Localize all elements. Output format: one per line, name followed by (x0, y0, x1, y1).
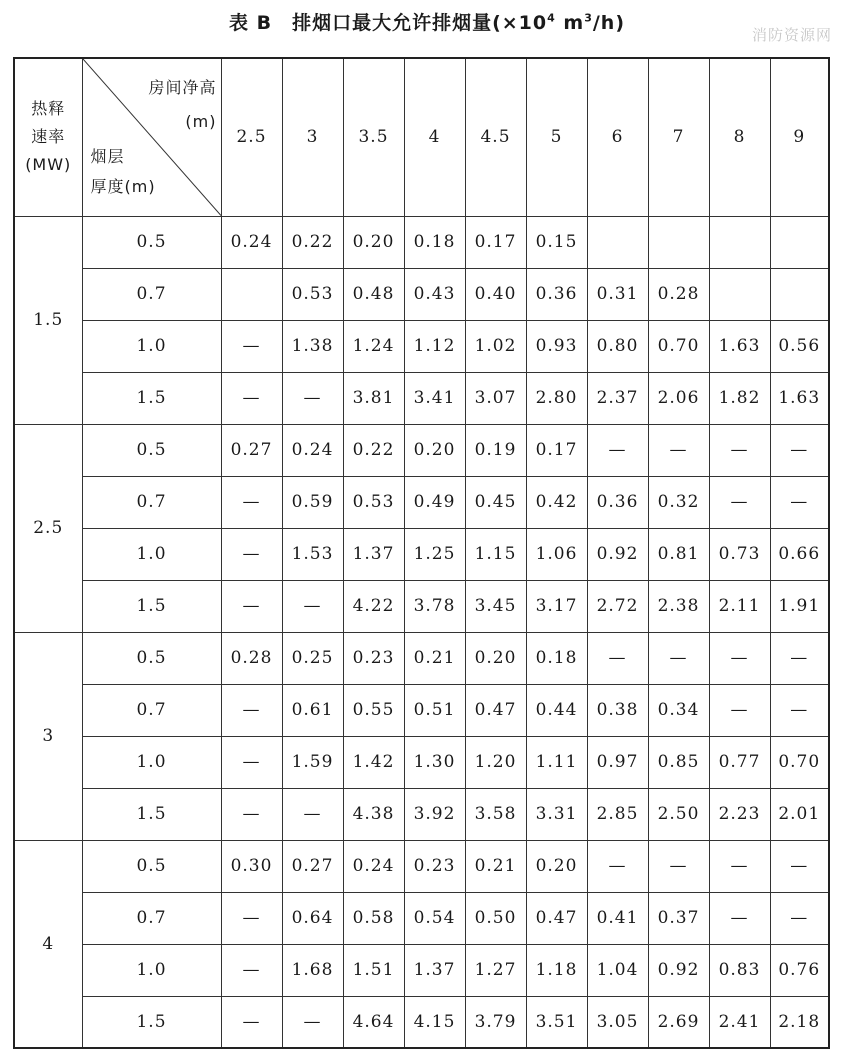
value-cell: 2.37 (587, 372, 648, 424)
value-cell: 0.70 (648, 320, 709, 372)
value-cell: — (221, 528, 282, 580)
value-cell: — (709, 684, 770, 736)
table-row (14, 944, 829, 996)
value-cell: 0.20 (465, 632, 526, 684)
value-cell: 3.81 (343, 372, 404, 424)
value-cell: — (709, 892, 770, 944)
heat-rate-cell: 3 (14, 632, 82, 840)
value-cell: — (221, 372, 282, 424)
value-cell: 2.41 (709, 996, 770, 1048)
smoke-depth-cell: 0.5 (82, 424, 221, 476)
value-cell: 3.45 (465, 580, 526, 632)
value-cell: — (770, 684, 829, 736)
value-cell: — (282, 788, 343, 840)
value-cell: 0.40 (465, 268, 526, 320)
value-cell: 2.85 (587, 788, 648, 840)
value-cell: 0.23 (343, 632, 404, 684)
height-header-cell: 6 (587, 58, 648, 216)
heat-rate-cell: 4 (14, 840, 82, 1048)
table-row (14, 424, 829, 476)
value-cell: — (648, 840, 709, 892)
table-row (14, 788, 829, 840)
value-cell: — (648, 632, 709, 684)
header-row (14, 58, 829, 216)
value-cell: 0.20 (343, 216, 404, 268)
value-cell (770, 268, 829, 320)
value-cell: 0.73 (709, 528, 770, 580)
value-cell: 0.92 (587, 528, 648, 580)
table-row (14, 476, 829, 528)
value-cell: 1.25 (404, 528, 465, 580)
value-cell: — (221, 788, 282, 840)
value-cell: 0.92 (648, 944, 709, 996)
value-cell: 1.51 (343, 944, 404, 996)
value-cell: 4.22 (343, 580, 404, 632)
smoke-exhaust-table (13, 57, 830, 1049)
value-cell: 0.85 (648, 736, 709, 788)
value-cell: 2.50 (648, 788, 709, 840)
smoke-depth-cell: 0.7 (82, 892, 221, 944)
value-cell: — (648, 424, 709, 476)
value-cell: 0.24 (282, 424, 343, 476)
value-cell: 1.15 (465, 528, 526, 580)
value-cell: 3.58 (465, 788, 526, 840)
value-cell: — (282, 372, 343, 424)
smoke-depth-cell: 0.5 (82, 216, 221, 268)
value-cell: 0.58 (343, 892, 404, 944)
value-cell: 0.22 (282, 216, 343, 268)
value-cell: — (221, 476, 282, 528)
height-header-cell: 4 (404, 58, 465, 216)
smoke-depth-cell: 1.0 (82, 944, 221, 996)
value-cell: 1.27 (465, 944, 526, 996)
value-cell (709, 216, 770, 268)
height-header-cell: 3.5 (343, 58, 404, 216)
value-cell: 2.06 (648, 372, 709, 424)
table-row (14, 996, 829, 1048)
value-cell: 0.34 (648, 684, 709, 736)
value-cell: 3.17 (526, 580, 587, 632)
value-cell: — (770, 840, 829, 892)
value-cell: 0.76 (770, 944, 829, 996)
value-cell: 1.53 (282, 528, 343, 580)
value-cell: 1.06 (526, 528, 587, 580)
value-cell: — (221, 684, 282, 736)
table-row (14, 320, 829, 372)
value-cell: 0.23 (404, 840, 465, 892)
value-cell: 0.17 (526, 424, 587, 476)
smoke-depth-cell: 1.5 (82, 372, 221, 424)
value-cell: — (221, 580, 282, 632)
value-cell: 0.61 (282, 684, 343, 736)
value-cell: 1.68 (282, 944, 343, 996)
value-cell: 0.36 (526, 268, 587, 320)
height-header-cell: 9 (770, 58, 829, 216)
value-cell: 1.59 (282, 736, 343, 788)
value-cell: 0.37 (648, 892, 709, 944)
value-cell: 3.31 (526, 788, 587, 840)
value-cell: 0.80 (587, 320, 648, 372)
value-cell: 0.49 (404, 476, 465, 528)
diagonal-header-cell (82, 58, 221, 216)
value-cell: 0.27 (221, 424, 282, 476)
value-cell: 0.83 (709, 944, 770, 996)
value-cell: 0.41 (587, 892, 648, 944)
value-cell (709, 268, 770, 320)
value-cell: — (770, 892, 829, 944)
table-row (14, 632, 829, 684)
value-cell: 0.53 (282, 268, 343, 320)
smoke-depth-cell: 1.5 (82, 996, 221, 1048)
value-cell: 3.05 (587, 996, 648, 1048)
table-row (14, 216, 829, 268)
value-cell: — (221, 320, 282, 372)
value-cell: 0.24 (221, 216, 282, 268)
smoke-depth-cell: 1.0 (82, 528, 221, 580)
value-cell: 0.30 (221, 840, 282, 892)
value-cell: 0.55 (343, 684, 404, 736)
value-cell: 3.51 (526, 996, 587, 1048)
value-cell: 0.31 (587, 268, 648, 320)
room-height-label: 房间净高 (148, 78, 217, 97)
value-cell: 0.15 (526, 216, 587, 268)
value-cell: 0.19 (465, 424, 526, 476)
table-row (14, 268, 829, 320)
value-cell: 0.25 (282, 632, 343, 684)
value-cell: 0.56 (770, 320, 829, 372)
value-cell: — (770, 476, 829, 528)
value-cell: 4.15 (404, 996, 465, 1048)
value-cell: — (221, 736, 282, 788)
table-row (14, 528, 829, 580)
heat-rate-cell: 2.5 (14, 424, 82, 632)
value-cell: 1.63 (709, 320, 770, 372)
smoke-depth-cell: 1.5 (82, 788, 221, 840)
heat-rate-label-2: 速率 (31, 127, 66, 147)
room-height-unit: (m) (185, 112, 217, 131)
value-cell: 0.47 (465, 684, 526, 736)
smoke-depth-cell: 0.5 (82, 840, 221, 892)
smoke-depth-cell: 1.0 (82, 736, 221, 788)
smoke-depth-cell: 1.5 (82, 580, 221, 632)
value-cell: 1.42 (343, 736, 404, 788)
value-cell: 1.24 (343, 320, 404, 372)
value-cell: 0.22 (343, 424, 404, 476)
value-cell: — (221, 944, 282, 996)
value-cell: — (770, 424, 829, 476)
value-cell: — (282, 580, 343, 632)
heat-rate-label-1: 热释 (31, 99, 66, 119)
value-cell: 1.18 (526, 944, 587, 996)
value-cell: 2.80 (526, 372, 587, 424)
value-cell: 0.21 (404, 632, 465, 684)
value-cell: 2.11 (709, 580, 770, 632)
smoke-depth-cell: 0.7 (82, 684, 221, 736)
value-cell: 0.81 (648, 528, 709, 580)
value-cell: 0.43 (404, 268, 465, 320)
value-cell: 1.11 (526, 736, 587, 788)
value-cell: 0.50 (465, 892, 526, 944)
value-cell: 0.77 (709, 736, 770, 788)
value-cell: 2.01 (770, 788, 829, 840)
height-header-cell: 7 (648, 58, 709, 216)
value-cell: — (709, 840, 770, 892)
value-cell: 0.66 (770, 528, 829, 580)
table-row (14, 372, 829, 424)
value-cell: 0.44 (526, 684, 587, 736)
value-cell: — (709, 476, 770, 528)
value-cell: 0.21 (465, 840, 526, 892)
value-cell: 0.20 (526, 840, 587, 892)
value-cell: 0.18 (404, 216, 465, 268)
value-cell: 1.30 (404, 736, 465, 788)
value-cell: — (282, 996, 343, 1048)
value-cell: 1.04 (587, 944, 648, 996)
value-cell: 4.38 (343, 788, 404, 840)
heat-rate-header (14, 58, 82, 216)
table-title: 表 B 排烟口最大允许排烟量($\times 10^4$ $m^3/h$) (228, 11, 626, 34)
smoke-depth-cell: 0.7 (82, 268, 221, 320)
value-cell: 0.70 (770, 736, 829, 788)
smoke-layer-label: 烟层 (90, 146, 125, 166)
value-cell: — (587, 424, 648, 476)
value-cell: 2.69 (648, 996, 709, 1048)
value-cell: — (221, 996, 282, 1048)
value-cell: 1.02 (465, 320, 526, 372)
value-cell: 3.92 (404, 788, 465, 840)
watermark: 消防资源网 (751, 26, 832, 44)
value-cell: 2.18 (770, 996, 829, 1048)
value-cell: 2.23 (709, 788, 770, 840)
value-cell: 0.36 (587, 476, 648, 528)
value-cell: — (221, 892, 282, 944)
value-cell: — (587, 840, 648, 892)
height-header-cell: 8 (709, 58, 770, 216)
smoke-depth-cell: 0.5 (82, 632, 221, 684)
value-cell: 1.82 (709, 372, 770, 424)
heat-rate-unit: (MW) (25, 155, 72, 175)
value-cell: 0.20 (404, 424, 465, 476)
value-cell: 1.63 (770, 372, 829, 424)
value-cell: 0.18 (526, 632, 587, 684)
height-header-cell: 4.5 (465, 58, 526, 216)
value-cell: 0.27 (282, 840, 343, 892)
value-cell: 0.93 (526, 320, 587, 372)
value-cell (648, 216, 709, 268)
table-row (14, 840, 829, 892)
value-cell: 1.91 (770, 580, 829, 632)
value-cell: 0.28 (221, 632, 282, 684)
value-cell: 0.24 (343, 840, 404, 892)
value-cell: 3.79 (465, 996, 526, 1048)
value-cell: 0.38 (587, 684, 648, 736)
height-header-cell: 2.5 (221, 58, 282, 216)
value-cell: 0.17 (465, 216, 526, 268)
value-cell: 0.48 (343, 268, 404, 320)
value-cell: 0.47 (526, 892, 587, 944)
smoke-depth-cell: 0.7 (82, 476, 221, 528)
value-cell: 4.64 (343, 996, 404, 1048)
value-cell: 0.64 (282, 892, 343, 944)
value-cell: 0.97 (587, 736, 648, 788)
value-cell (221, 268, 282, 320)
value-cell: 0.53 (343, 476, 404, 528)
value-cell: 3.07 (465, 372, 526, 424)
value-cell: — (709, 424, 770, 476)
table-row (14, 892, 829, 944)
table-row (14, 736, 829, 788)
value-cell: — (587, 632, 648, 684)
value-cell: 1.37 (404, 944, 465, 996)
value-cell: 0.51 (404, 684, 465, 736)
height-header-cell: 5 (526, 58, 587, 216)
value-cell (587, 216, 648, 268)
value-cell (770, 216, 829, 268)
height-header-cell: 3 (282, 58, 343, 216)
table-row (14, 580, 829, 632)
value-cell: — (770, 632, 829, 684)
value-cell: 2.38 (648, 580, 709, 632)
value-cell: 0.28 (648, 268, 709, 320)
value-cell: 2.72 (587, 580, 648, 632)
value-cell: — (709, 632, 770, 684)
smoke-layer-unit: 厚度(m) (90, 176, 156, 196)
table-row (14, 684, 829, 736)
value-cell: 3.41 (404, 372, 465, 424)
value-cell: 1.20 (465, 736, 526, 788)
value-cell: 1.37 (343, 528, 404, 580)
value-cell: 1.38 (282, 320, 343, 372)
heat-rate-cell: 1.5 (14, 216, 82, 424)
value-cell: 0.42 (526, 476, 587, 528)
value-cell: 0.32 (648, 476, 709, 528)
value-cell: 1.12 (404, 320, 465, 372)
smoke-depth-cell: 1.0 (82, 320, 221, 372)
value-cell: 0.54 (404, 892, 465, 944)
value-cell: 0.45 (465, 476, 526, 528)
value-cell: 0.59 (282, 476, 343, 528)
value-cell: 3.78 (404, 580, 465, 632)
